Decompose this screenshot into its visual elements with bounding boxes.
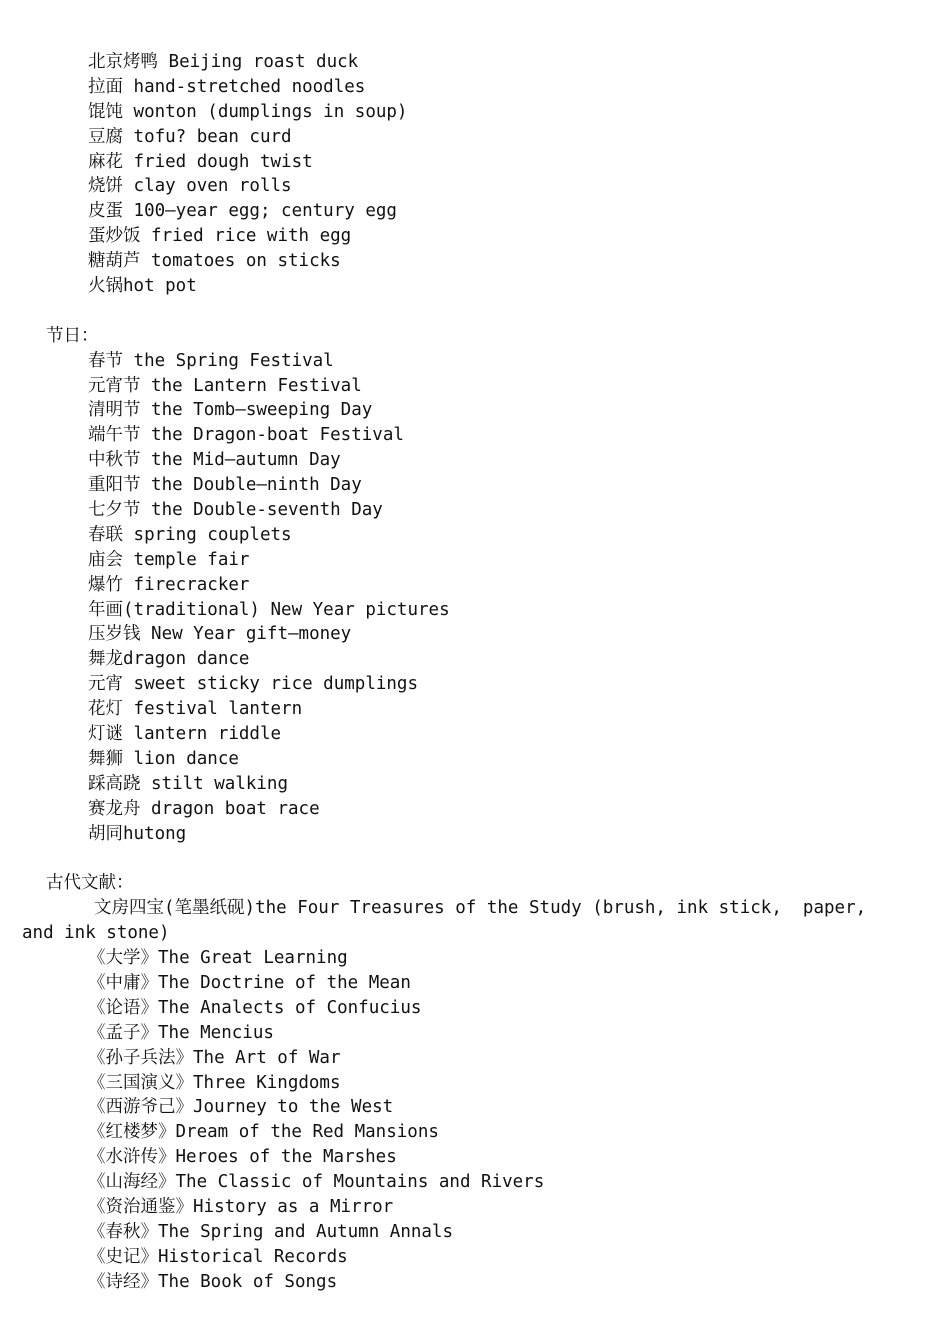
- food-item-century-egg: 皮蛋 100—year egg; century egg: [88, 201, 397, 222]
- festivals-section: [0, 324, 950, 847]
- document-body: [0, 50, 950, 1295]
- book-item: 《孙子兵法》The Art of War: [88, 1047, 341, 1068]
- book-item: 《孟子》The Mencius: [88, 1022, 274, 1043]
- festival-item: 元宵 sweet sticky rice dumplings: [88, 674, 419, 695]
- spacer: [0, 847, 950, 872]
- festival-item: 元宵节 the Lantern Festival: [88, 375, 362, 396]
- festival-item: 春联 spring couplets: [88, 524, 292, 545]
- festival-item: 庙会 temple fair: [88, 549, 250, 570]
- book-item: 《资治通鉴》History as a Mirror: [88, 1196, 394, 1217]
- festivals-heading: 节日：: [46, 325, 99, 346]
- literature-section: [0, 871, 950, 1294]
- food-item-fried-rice: 蛋炒饭 fried rice with egg: [88, 226, 352, 247]
- food-section: [0, 50, 950, 299]
- festival-item: 七夕节 the Double-seventh Day: [88, 500, 383, 521]
- festival-item: 年画(traditional) New Year pictures: [88, 599, 450, 620]
- food-item-wonton: 馄饨 wonton (dumplings in soup): [88, 101, 408, 122]
- book-item: 《史记》Historical Records: [88, 1246, 348, 1267]
- festival-item: 重阳节 the Double—ninth Day: [88, 475, 362, 496]
- food-item-beijing-duck: 北京烤鸭 Beijing roast duck: [88, 52, 359, 72]
- festival-item: 爆竹 firecracker: [88, 574, 250, 595]
- festival-item: 压岁钱 New Year gift—money: [88, 624, 352, 645]
- literature-heading: 古代文献：: [46, 873, 134, 894]
- festival-item: 舞狮 lion dance: [88, 748, 239, 769]
- festival-item: 花灯 festival lantern: [88, 699, 303, 720]
- book-item: 《红楼梦》Dream of the Red Mansions: [88, 1122, 439, 1143]
- book-item: 《西游爷己》Journey to the West: [88, 1097, 394, 1118]
- festival-item: 中秋节 the Mid—autumn Day: [88, 450, 341, 471]
- food-item-tanghulu: 糖葫芦 tomatoes on sticks: [88, 251, 341, 272]
- festival-item: 春节 the Spring Festival: [88, 350, 334, 371]
- food-item-hot-pot: 火锅hot pot: [88, 276, 197, 297]
- festival-item: 胡同hutong: [88, 823, 187, 844]
- book-item: 《论语》The Analects of Confucius: [88, 997, 422, 1018]
- literature-intro-line2: and ink stone): [22, 923, 170, 944]
- book-item: 《春秋》The Spring and Autumn Annals: [88, 1221, 454, 1242]
- festival-item: 灯谜 lantern riddle: [88, 724, 282, 745]
- food-item-noodles: 拉面 hand-stretched noodles: [88, 76, 366, 97]
- festival-item: 端午节 the Dragon-boat Festival: [88, 425, 404, 446]
- book-item: 《中庸》The Doctrine of the Mean: [88, 972, 411, 993]
- food-item-dough-twist: 麻花 fried dough twist: [88, 151, 313, 172]
- festival-item: 清明节 the Tomb—sweeping Day: [88, 400, 373, 421]
- food-item-oven-rolls: 烧饼 clay oven rolls: [88, 176, 292, 197]
- festival-item: 踩高跷 stilt walking: [88, 773, 289, 794]
- book-item: 《水浒传》Heroes of the Marshes: [88, 1147, 397, 1168]
- festival-item: 赛龙舟 dragon boat race: [88, 798, 320, 819]
- book-item: 《诗经》The Book of Songs: [88, 1271, 338, 1292]
- literature-intro-line1: 文房四宝(笔墨纸砚)the Four Treasures of the Study (brush, ink stick, paper,: [94, 898, 867, 919]
- book-item: 《大学》The Great Learning: [88, 948, 348, 969]
- food-item-tofu: 豆腐 tofu? bean curd: [88, 126, 292, 147]
- book-item: 《三国演义》Three Kingdoms: [88, 1072, 341, 1093]
- spacer: [0, 299, 950, 324]
- festival-item: 舞龙dragon dance: [88, 649, 250, 670]
- book-item: 《山海经》The Classic of Mountains and Rivers: [88, 1172, 545, 1193]
